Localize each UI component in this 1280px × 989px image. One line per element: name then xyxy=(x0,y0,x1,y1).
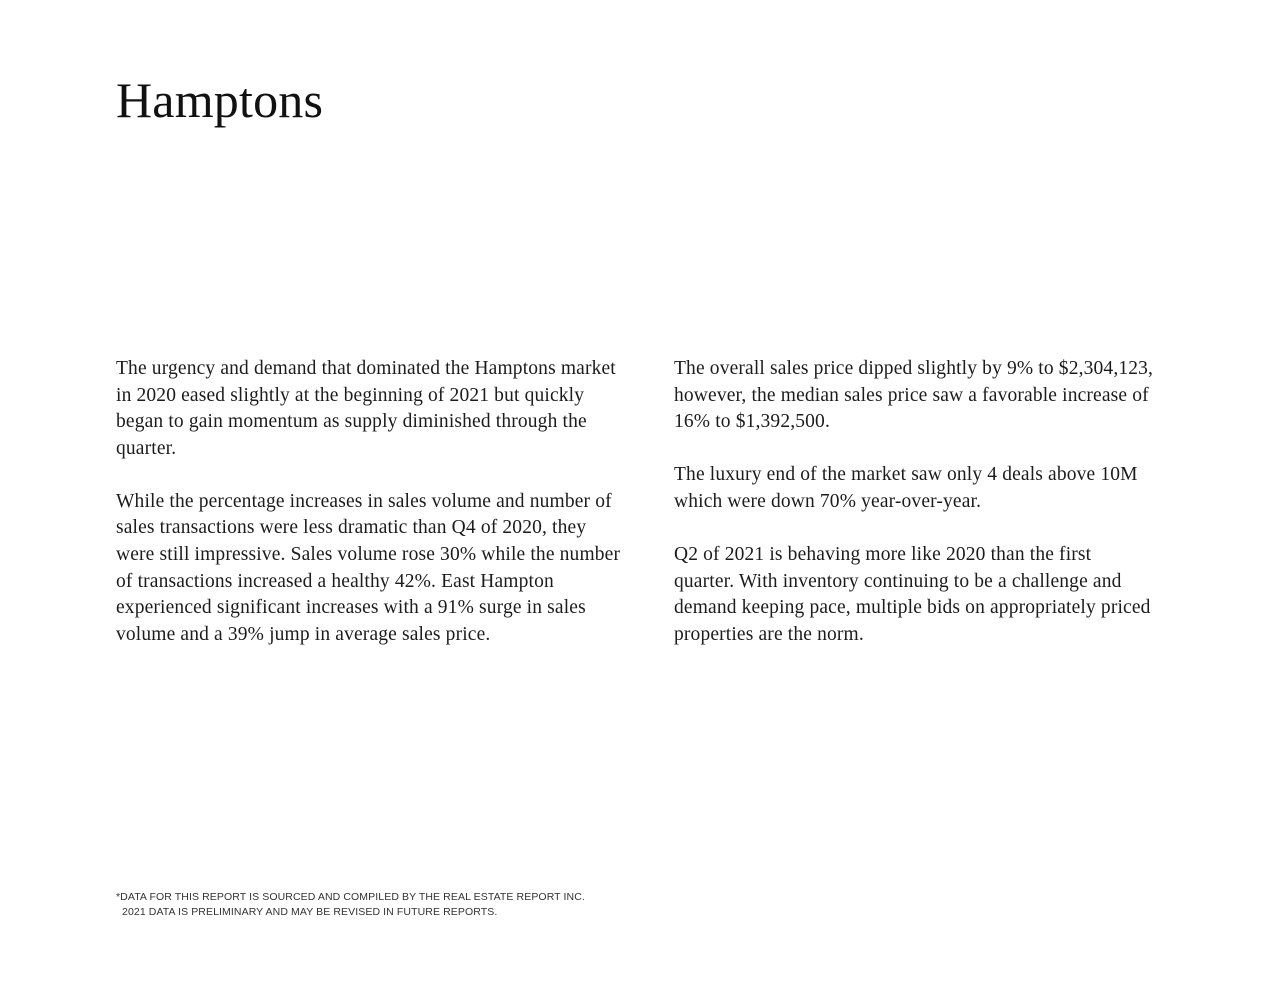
paragraph-sales-volume: While the percentage increases in sales volume and number of sales transactions were less dramatic than Q4 of 2020, they were still impressive. Sales volume rose 30% while the number of transactions increased a healthy 42%. East Hampton experienced significant increases with a 91% surge in sales volume and a 39% jump in average sales price. xyxy=(116,490,621,645)
right-text-column xyxy=(674,356,1154,675)
footnote-line-2: 2021 DATA IS PRELIMINARY AND MAY BE REVISED IN FUTURE REPORTS. xyxy=(122,906,498,918)
left-text-column xyxy=(116,356,626,675)
page-title: Hamptons xyxy=(116,72,324,128)
paragraph-luxury-market: The luxury end of the market saw only 4 deals above 10M which were down 70% year-over-year. xyxy=(674,464,1138,512)
paragraph-sales-price: The overall sales price dipped slightly by 9% to $2,304,123, however, the median sales price saw a favorable increase of 16% to $1,392,500. xyxy=(674,358,1154,433)
data-source-footnote xyxy=(116,890,585,920)
paragraph-q2-outlook: Q2 of 2021 is behaving more like 2020 than the first quarter. With inventory continuing to be a challenge and demand keeping pace, multiple bids on appropriately priced properties are the norm. xyxy=(674,543,1151,645)
paragraph-market-overview: The urgency and demand that dominated the Hamptons market in 2020 eased slightly at the beginning of 2021 but quickly began to gain momentum as supply diminished through the quarter. xyxy=(116,358,616,459)
footnote-line-1: *DATA FOR THIS REPORT IS SOURCED AND COMPILED BY THE REAL ESTATE REPORT INC. xyxy=(116,891,585,903)
